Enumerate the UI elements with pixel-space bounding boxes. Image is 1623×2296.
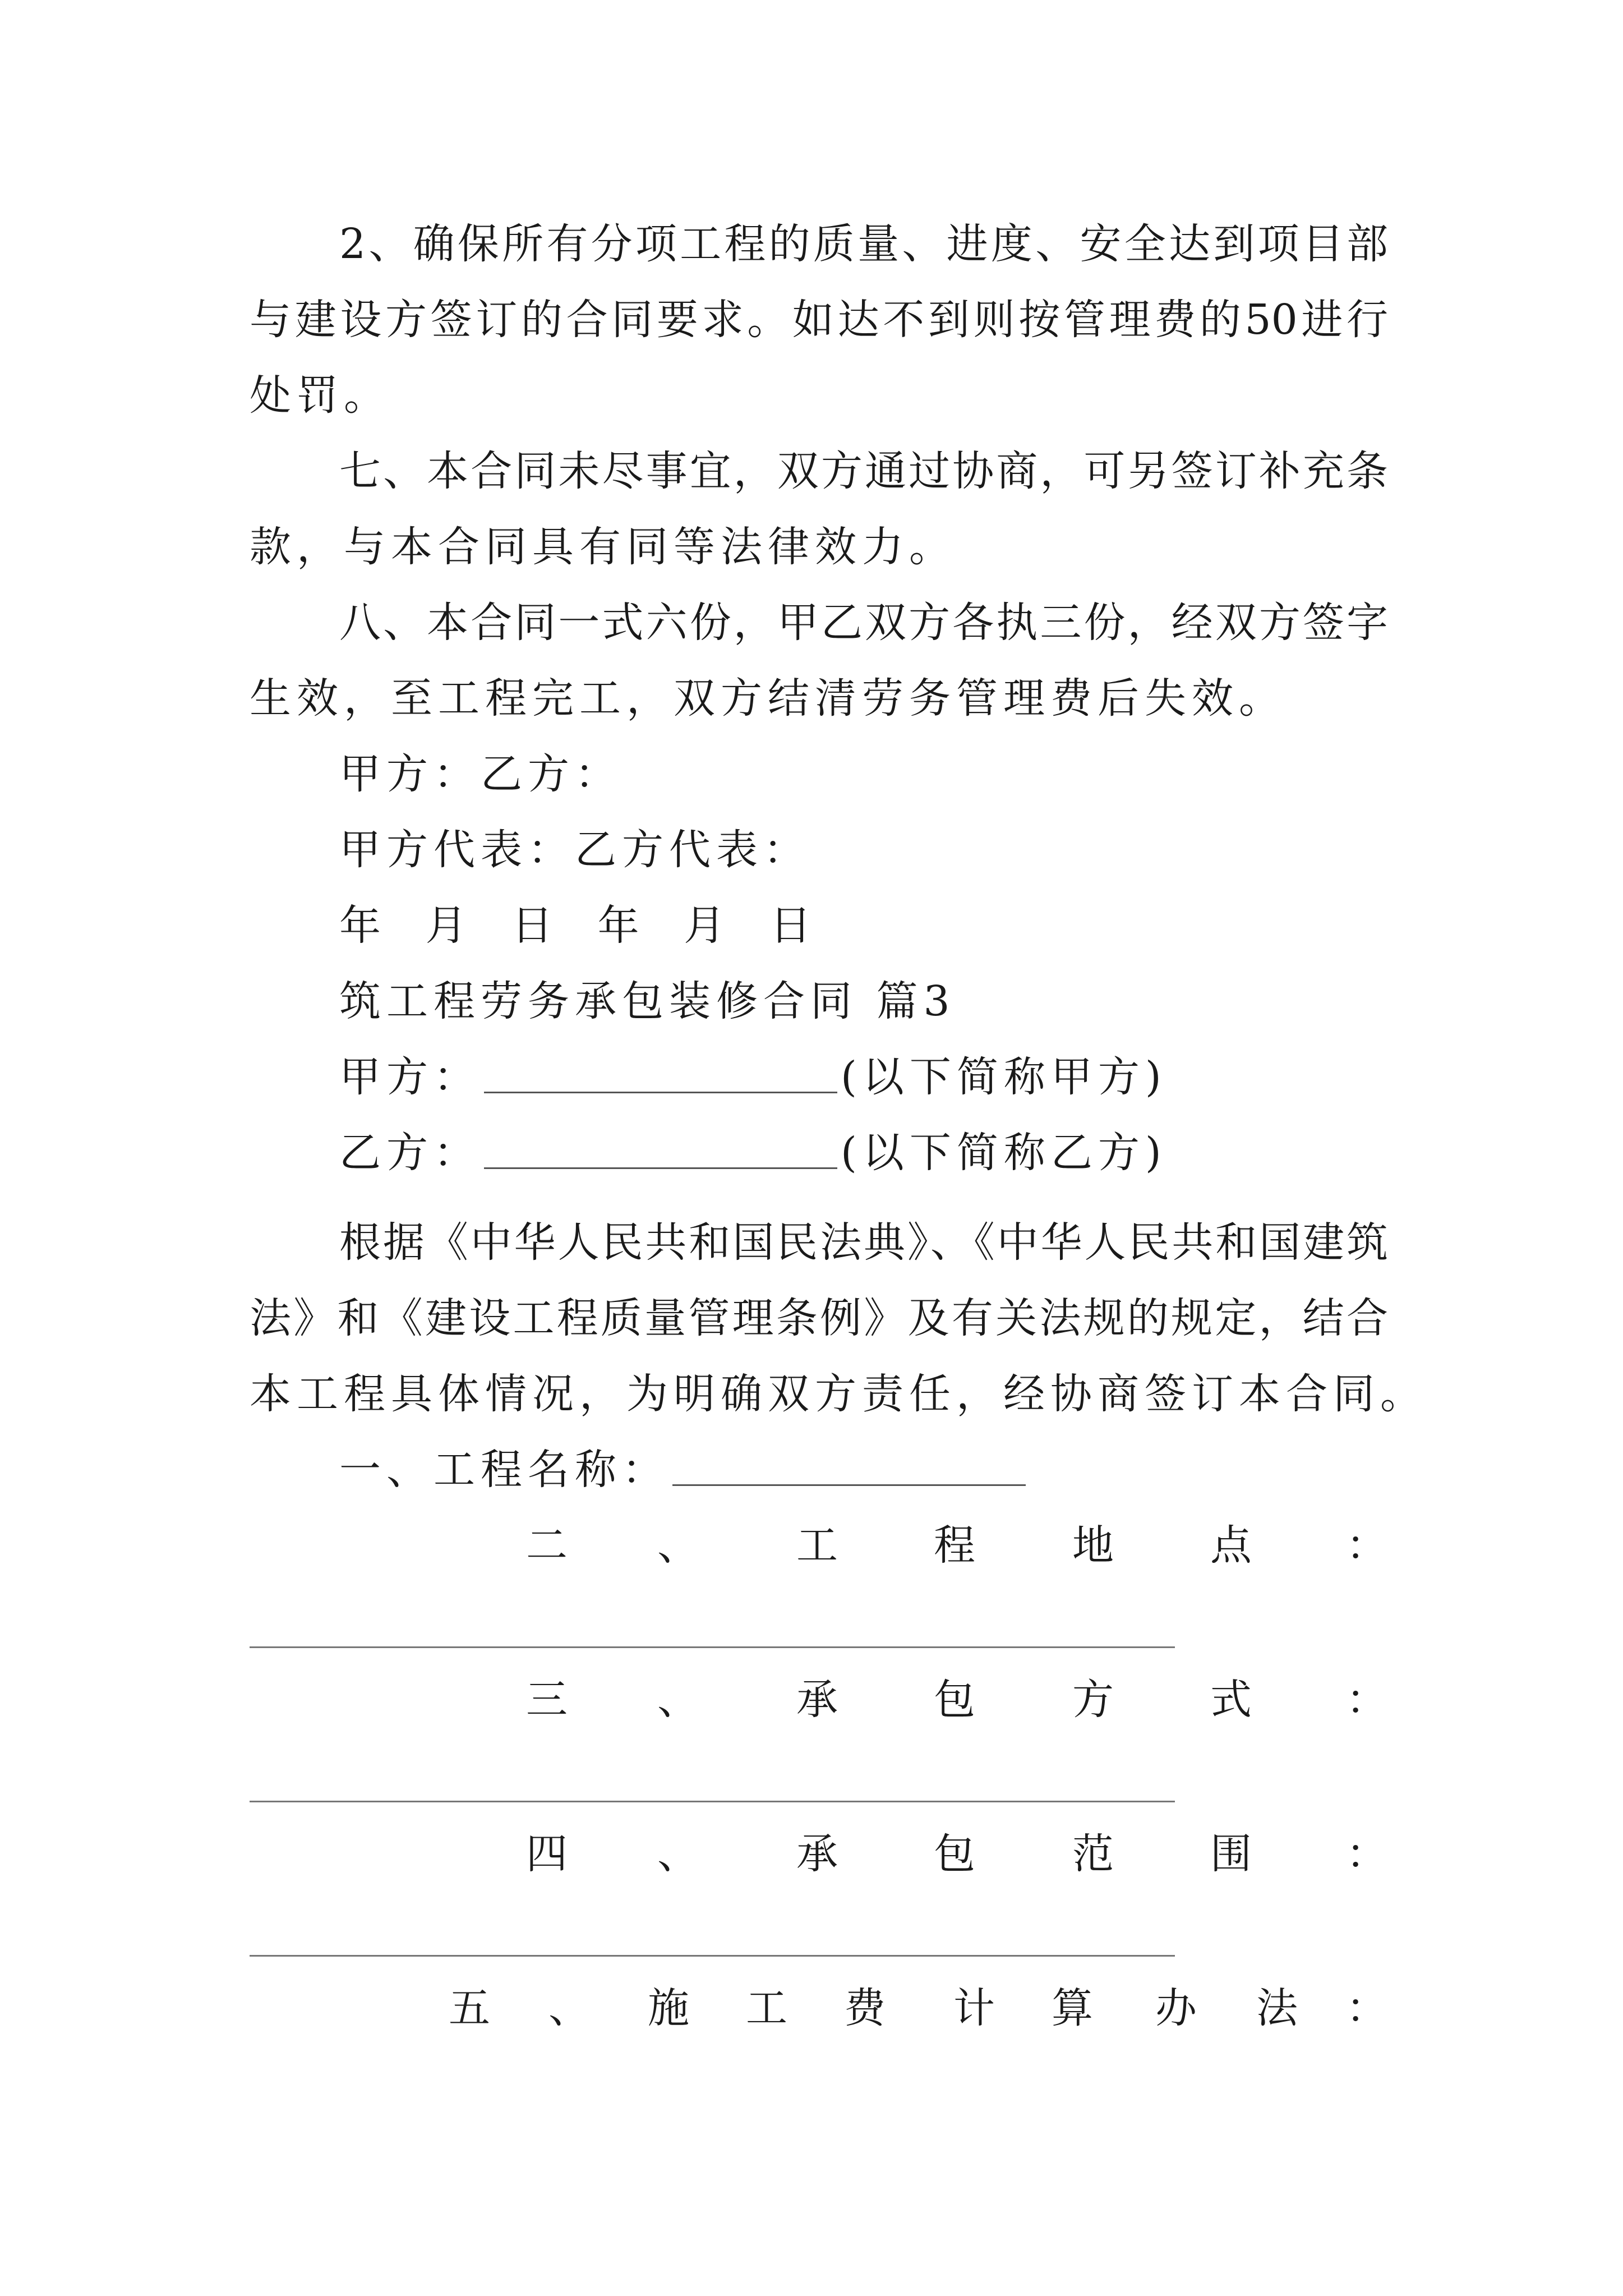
party-b-blank — [484, 1134, 837, 1169]
signature-dates: 年 月 日 年 月 日 — [339, 901, 827, 950]
party-a-line — [250, 1049, 1388, 1105]
signature-parties: 甲方：乙方： — [339, 750, 622, 798]
item-project-name — [250, 1442, 1388, 1498]
paragraph-line: 根据《中华人民共和国民法典》、《中华人民共和国建筑 — [339, 1218, 1388, 1267]
item4-char: 范 — [1072, 1830, 1114, 1878]
item-project-name-label: 一、工程名称： — [339, 1446, 669, 1494]
party-b-line — [250, 1125, 1388, 1181]
paragraph-line: 七、本合同未尽事宜，双方通过协商，可另签订补充条 — [339, 447, 1388, 495]
paragraph-line: 八、本合同一式六份，甲乙双方各执三份，经双方签字 — [339, 599, 1388, 647]
signature-representatives: 甲方代表：乙方代表： — [339, 826, 810, 874]
party-a-suffix: (以下简称甲方) — [841, 1053, 1167, 1101]
item5-char: 费 — [844, 1984, 886, 2032]
item2-char: 、 — [657, 1521, 699, 1570]
item5-char: 法 — [1256, 1984, 1298, 2032]
item4-char: ： — [1346, 1830, 1387, 1878]
item3-char: 承 — [796, 1676, 838, 1724]
item3-char: ： — [1346, 1676, 1387, 1724]
party-a-label: 甲方： — [339, 1053, 481, 1101]
paragraph-line: 法》和《建设工程质量管理条例》及有关法规的规定，结合 — [250, 1294, 1388, 1342]
item5-char: 计 — [953, 1984, 995, 2032]
party-b-label: 乙方： — [339, 1129, 481, 1177]
item4-char: 包 — [934, 1830, 975, 1878]
item3-char: 式 — [1210, 1676, 1252, 1724]
item3-char: 、 — [657, 1676, 699, 1724]
item4-char: 、 — [657, 1830, 699, 1878]
section-title: 筑工程劳务承包装修合同 篇3 — [339, 977, 956, 1025]
item2-char: 工 — [796, 1521, 838, 1570]
paragraph-line: 款，与本合同具有同等法律效力。 — [250, 523, 956, 571]
item4-char: 四 — [526, 1830, 568, 1878]
item5-char: 工 — [746, 1984, 787, 2032]
party-a-blank — [484, 1058, 837, 1093]
item5-char: 办 — [1155, 1984, 1197, 2032]
item3-char: 方 — [1072, 1676, 1114, 1724]
item2-char: ： — [1346, 1521, 1387, 1570]
item4-char: 承 — [796, 1830, 838, 1878]
paragraph-line: 生效，至工程完工，双方结清劳务管理费后失效。 — [250, 674, 1286, 723]
item3-char: 包 — [934, 1676, 975, 1724]
item2-char: 程 — [934, 1521, 975, 1570]
item4-char: 围 — [1210, 1830, 1252, 1878]
paragraph-line: 处罚。 — [250, 371, 391, 420]
paragraph-line: 2、确保所有分项工程的质量、进度、安全达到项目部 — [339, 220, 1388, 268]
item5-char: 算 — [1052, 1984, 1093, 2032]
item2-char: 二 — [526, 1521, 568, 1570]
item5-char: ： — [1346, 1984, 1387, 2032]
item5-char: 五 — [449, 1984, 490, 2032]
item3-blank-rule — [250, 1801, 1175, 1802]
paragraph-line: 与建设方签订的合同要求。如达不到则按管理费的50进行 — [250, 296, 1388, 344]
party-b-suffix: (以下简称乙方) — [841, 1129, 1167, 1177]
item2-char: 点 — [1210, 1521, 1252, 1570]
project-name-blank — [672, 1451, 1026, 1486]
paragraph-line: 本工程具体情况，为明确双方责任，经协商签订本合同。 — [250, 1370, 1427, 1418]
item2-blank-rule — [250, 1646, 1175, 1648]
item3-char: 三 — [526, 1676, 568, 1724]
item5-char: 施 — [648, 1984, 689, 2032]
item4-blank-rule — [250, 1955, 1175, 1957]
item2-char: 地 — [1072, 1521, 1114, 1570]
item5-char: 、 — [548, 1984, 590, 2032]
